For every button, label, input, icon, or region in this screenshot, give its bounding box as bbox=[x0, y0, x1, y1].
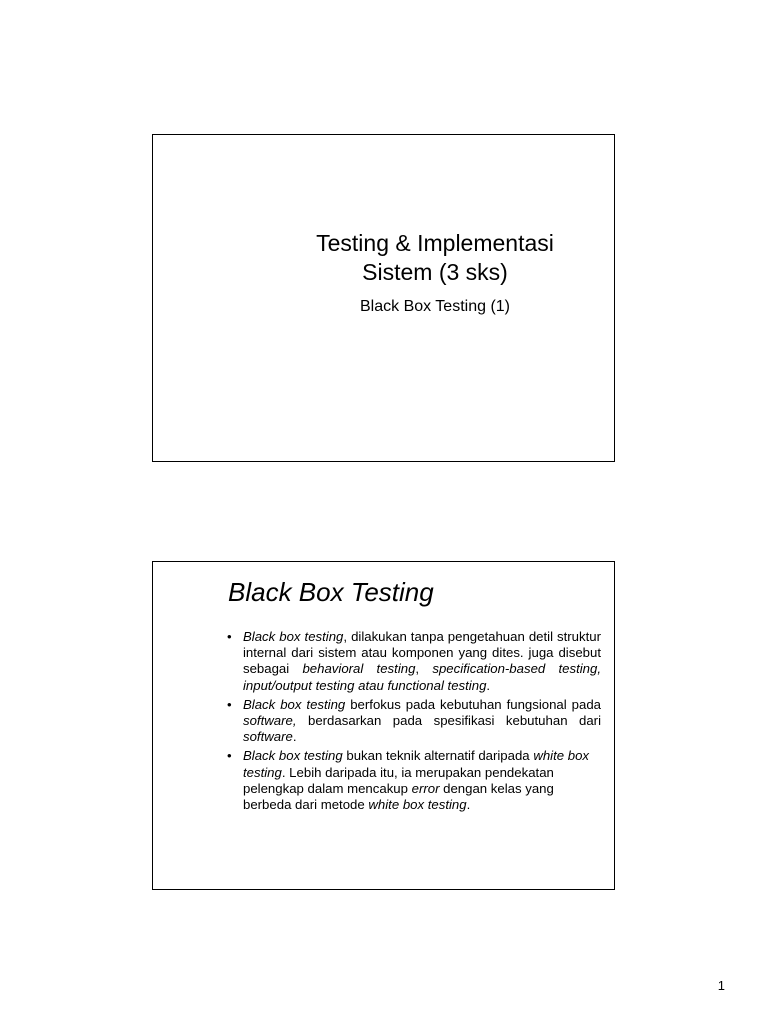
bullet-text: dengan kelas yang berbeda dari metode bbox=[243, 780, 554, 813]
bullet-text-italic: error bbox=[411, 780, 440, 796]
bullet-text: berfokus pada kebutuhan fungsional pada bbox=[345, 696, 601, 712]
bullet-text-italic: software bbox=[243, 729, 293, 745]
bullet-text: berdasarkan pada spesifikasi kebutuhan dari bbox=[296, 713, 601, 729]
slide-1 bbox=[152, 134, 615, 462]
bullet-text: . bbox=[486, 677, 491, 693]
bullet-text: , bbox=[415, 661, 433, 677]
slide-1-title-block bbox=[273, 229, 597, 317]
slide-2-title: Black Box Testing bbox=[228, 577, 434, 607]
page-number: 1 bbox=[717, 978, 725, 993]
bullet-list bbox=[227, 629, 601, 816]
bullet-item bbox=[227, 629, 601, 694]
bullet-text-italic: white box testing bbox=[368, 797, 467, 813]
bullet-item bbox=[227, 697, 601, 746]
bullet-text: . bbox=[292, 729, 297, 745]
slide-1-title-line-1: Testing & Implementasi bbox=[316, 230, 554, 256]
bullet-text-italic: behavioral testing bbox=[302, 661, 416, 677]
bullet-text-italic: white box testing bbox=[243, 748, 590, 780]
bullet-text: , dilakukan tanpa pengetahuan detil struktur internal dari sistem atau komponen yang dites. juga disebut sebagai bbox=[243, 629, 601, 677]
bullet-text-italic: specification-based testing, input/output testing atau functional testing bbox=[243, 661, 602, 693]
slide-1-subtitle: Black Box Testing (1) bbox=[360, 298, 510, 315]
bullet-marker: • bbox=[227, 696, 232, 712]
bullet-text: . bbox=[466, 797, 471, 813]
slide-1-title-line-2: Sistem (3 sks) bbox=[362, 259, 508, 285]
slide-2 bbox=[152, 561, 615, 890]
bullet-text: bukan teknik alternatif daripada bbox=[342, 748, 534, 764]
bullet-marker: • bbox=[227, 629, 232, 644]
bullet-item bbox=[227, 748, 601, 813]
bullet-text-italic: Black box testing bbox=[243, 696, 346, 712]
bullet-text-italic: Black box testing bbox=[243, 629, 344, 644]
bullet-marker: • bbox=[227, 748, 232, 764]
bullet-text-italic: Black box testing bbox=[243, 748, 343, 764]
bullet-text: . Lebih daripada itu, ia merupakan pendekatan pelengkap dalam mencakup bbox=[243, 764, 554, 796]
bullet-text-italic: software, bbox=[243, 713, 297, 729]
